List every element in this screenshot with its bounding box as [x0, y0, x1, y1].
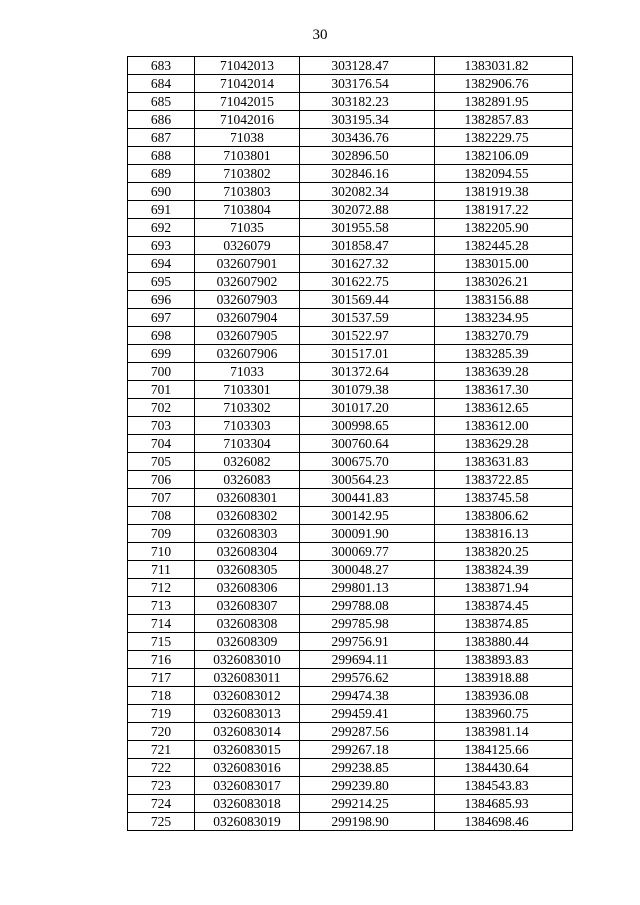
y-coordinate-cell: 1383270.79: [435, 327, 573, 345]
x-coordinate-cell: 302082.34: [300, 183, 435, 201]
y-coordinate-cell: 1383612.00: [435, 417, 573, 435]
point-number-cell: 710: [128, 543, 195, 561]
point-number-cell: 693: [128, 237, 195, 255]
table-row: [128, 183, 573, 201]
y-coordinate-cell: 1383816.13: [435, 525, 573, 543]
point-id-cell: 71033: [195, 363, 300, 381]
table-row: [128, 435, 573, 453]
x-coordinate-cell: 301622.75: [300, 273, 435, 291]
point-number-cell: 694: [128, 255, 195, 273]
point-number-cell: 705: [128, 453, 195, 471]
x-coordinate-cell: 302896.50: [300, 147, 435, 165]
y-coordinate-cell: 1383745.58: [435, 489, 573, 507]
point-number-cell: 719: [128, 705, 195, 723]
table-row: [128, 777, 573, 795]
point-id-cell: 032607904: [195, 309, 300, 327]
point-number-cell: 720: [128, 723, 195, 741]
point-number-cell: 725: [128, 813, 195, 831]
table-row: [128, 633, 573, 651]
x-coordinate-cell: 301569.44: [300, 291, 435, 309]
y-coordinate-cell: 1382229.75: [435, 129, 573, 147]
table-row: [128, 345, 573, 363]
point-id-cell: 032608307: [195, 597, 300, 615]
point-number-cell: 688: [128, 147, 195, 165]
point-id-cell: 0326083017: [195, 777, 300, 795]
y-coordinate-cell: 1382891.95: [435, 93, 573, 111]
x-coordinate-cell: 299287.56: [300, 723, 435, 741]
point-number-cell: 712: [128, 579, 195, 597]
x-coordinate-cell: 300091.90: [300, 525, 435, 543]
x-coordinate-cell: 301858.47: [300, 237, 435, 255]
point-number-cell: 692: [128, 219, 195, 237]
x-coordinate-cell: 301017.20: [300, 399, 435, 417]
x-coordinate-cell: 299267.18: [300, 741, 435, 759]
y-coordinate-cell: 1383617.30: [435, 381, 573, 399]
y-coordinate-cell: 1383820.25: [435, 543, 573, 561]
x-coordinate-cell: 300760.64: [300, 435, 435, 453]
x-coordinate-cell: 300048.27: [300, 561, 435, 579]
point-id-cell: 7103803: [195, 183, 300, 201]
point-number-cell: 702: [128, 399, 195, 417]
point-number-cell: 689: [128, 165, 195, 183]
x-coordinate-cell: 303128.47: [300, 57, 435, 75]
point-id-cell: 0326083018: [195, 795, 300, 813]
y-coordinate-cell: 1382205.90: [435, 219, 573, 237]
point-number-cell: 722: [128, 759, 195, 777]
table-row: [128, 759, 573, 777]
point-number-cell: 704: [128, 435, 195, 453]
point-id-cell: 7103303: [195, 417, 300, 435]
x-coordinate-cell: 301079.38: [300, 381, 435, 399]
table-row: [128, 705, 573, 723]
y-coordinate-cell: 1383639.28: [435, 363, 573, 381]
point-id-cell: 0326079: [195, 237, 300, 255]
x-coordinate-cell: 301372.64: [300, 363, 435, 381]
x-coordinate-cell: 301537.59: [300, 309, 435, 327]
y-coordinate-cell: 1382857.83: [435, 111, 573, 129]
point-id-cell: 032608304: [195, 543, 300, 561]
table-row: [128, 471, 573, 489]
table-row: [128, 507, 573, 525]
y-coordinate-cell: 1383981.14: [435, 723, 573, 741]
point-number-cell: 718: [128, 687, 195, 705]
point-number-cell: 701: [128, 381, 195, 399]
y-coordinate-cell: 1383880.44: [435, 633, 573, 651]
table-row: [128, 111, 573, 129]
point-id-cell: 032608302: [195, 507, 300, 525]
y-coordinate-cell: 1382106.09: [435, 147, 573, 165]
y-coordinate-cell: 1381917.22: [435, 201, 573, 219]
table-row: [128, 597, 573, 615]
x-coordinate-cell: 303176.54: [300, 75, 435, 93]
table-row: [128, 525, 573, 543]
x-coordinate-cell: 302846.16: [300, 165, 435, 183]
point-id-cell: 71035: [195, 219, 300, 237]
x-coordinate-cell: 303195.34: [300, 111, 435, 129]
point-id-cell: 7103801: [195, 147, 300, 165]
x-coordinate-cell: 299788.08: [300, 597, 435, 615]
table-row: [128, 255, 573, 273]
point-number-cell: 698: [128, 327, 195, 345]
table-row: [128, 363, 573, 381]
point-number-cell: 711: [128, 561, 195, 579]
point-id-cell: 0326083013: [195, 705, 300, 723]
x-coordinate-cell: 299474.38: [300, 687, 435, 705]
x-coordinate-cell: 299756.91: [300, 633, 435, 651]
point-number-cell: 696: [128, 291, 195, 309]
table-row: [128, 579, 573, 597]
page-number: 30: [312, 27, 328, 43]
y-coordinate-cell: 1384430.64: [435, 759, 573, 777]
x-coordinate-cell: 301522.97: [300, 327, 435, 345]
x-coordinate-cell: 300675.70: [300, 453, 435, 471]
point-number-cell: 690: [128, 183, 195, 201]
point-number-cell: 715: [128, 633, 195, 651]
y-coordinate-cell: 1383631.83: [435, 453, 573, 471]
point-number-cell: 686: [128, 111, 195, 129]
table-row: [128, 57, 573, 75]
table-row: [128, 543, 573, 561]
table-row: [128, 687, 573, 705]
table-row: [128, 309, 573, 327]
point-id-cell: 032608301: [195, 489, 300, 507]
point-id-cell: 032607906: [195, 345, 300, 363]
y-coordinate-cell: 1383824.39: [435, 561, 573, 579]
y-coordinate-cell: 1384543.83: [435, 777, 573, 795]
x-coordinate-cell: 300998.65: [300, 417, 435, 435]
point-number-cell: 716: [128, 651, 195, 669]
point-id-cell: 032607903: [195, 291, 300, 309]
point-id-cell: 71042013: [195, 57, 300, 75]
y-coordinate-cell: 1384685.93: [435, 795, 573, 813]
table-row: [128, 327, 573, 345]
table-row: [128, 723, 573, 741]
x-coordinate-cell: 299238.85: [300, 759, 435, 777]
table-row: [128, 75, 573, 93]
x-coordinate-cell: 303436.76: [300, 129, 435, 147]
y-coordinate-cell: 1383960.75: [435, 705, 573, 723]
point-id-cell: 032608308: [195, 615, 300, 633]
table-row: [128, 561, 573, 579]
point-id-cell: 0326083015: [195, 741, 300, 759]
point-number-cell: 697: [128, 309, 195, 327]
x-coordinate-cell: 300564.23: [300, 471, 435, 489]
y-coordinate-cell: 1383629.28: [435, 435, 573, 453]
y-coordinate-cell: 1383612.65: [435, 399, 573, 417]
y-coordinate-cell: 1382445.28: [435, 237, 573, 255]
point-number-cell: 685: [128, 93, 195, 111]
point-id-cell: 032608309: [195, 633, 300, 651]
table-row: [128, 489, 573, 507]
point-id-cell: 71042016: [195, 111, 300, 129]
y-coordinate-cell: 1383285.39: [435, 345, 573, 363]
x-coordinate-cell: 299198.90: [300, 813, 435, 831]
point-id-cell: 71038: [195, 129, 300, 147]
table-row: [128, 291, 573, 309]
y-coordinate-cell: 1383874.45: [435, 597, 573, 615]
table-row: [128, 165, 573, 183]
table-row: [128, 813, 573, 831]
point-id-cell: 032608306: [195, 579, 300, 597]
table-row: [128, 147, 573, 165]
point-number-cell: 695: [128, 273, 195, 291]
point-number-cell: 706: [128, 471, 195, 489]
y-coordinate-cell: 1381919.38: [435, 183, 573, 201]
point-id-cell: 71042015: [195, 93, 300, 111]
y-coordinate-cell: 1383874.85: [435, 615, 573, 633]
table-row: [128, 273, 573, 291]
point-id-cell: 7103802: [195, 165, 300, 183]
point-number-cell: 713: [128, 597, 195, 615]
point-number-cell: 684: [128, 75, 195, 93]
point-id-cell: 7103804: [195, 201, 300, 219]
point-id-cell: 0326083014: [195, 723, 300, 741]
y-coordinate-cell: 1383871.94: [435, 579, 573, 597]
y-coordinate-cell: 1382906.76: [435, 75, 573, 93]
point-id-cell: 0326083011: [195, 669, 300, 687]
point-id-cell: 7103302: [195, 399, 300, 417]
table-row: [128, 219, 573, 237]
y-coordinate-cell: 1382094.55: [435, 165, 573, 183]
y-coordinate-cell: 1383026.21: [435, 273, 573, 291]
x-coordinate-cell: 299576.62: [300, 669, 435, 687]
y-coordinate-cell: 1384698.46: [435, 813, 573, 831]
point-id-cell: 0326082: [195, 453, 300, 471]
y-coordinate-cell: 1383936.08: [435, 687, 573, 705]
table-row: [128, 651, 573, 669]
x-coordinate-cell: 300142.95: [300, 507, 435, 525]
table-row: [128, 615, 573, 633]
point-id-cell: 0326083016: [195, 759, 300, 777]
y-coordinate-cell: 1384125.66: [435, 741, 573, 759]
y-coordinate-cell: 1383031.82: [435, 57, 573, 75]
point-number-cell: 691: [128, 201, 195, 219]
y-coordinate-cell: 1383918.88: [435, 669, 573, 687]
table-row: [128, 669, 573, 687]
x-coordinate-cell: 300069.77: [300, 543, 435, 561]
x-coordinate-cell: 301955.58: [300, 219, 435, 237]
table-row: [128, 453, 573, 471]
y-coordinate-cell: 1383806.62: [435, 507, 573, 525]
point-id-cell: 7103304: [195, 435, 300, 453]
x-coordinate-cell: 299239.80: [300, 777, 435, 795]
y-coordinate-cell: 1383015.00: [435, 255, 573, 273]
point-number-cell: 699: [128, 345, 195, 363]
point-number-cell: 687: [128, 129, 195, 147]
table-body: [128, 57, 573, 831]
point-number-cell: 703: [128, 417, 195, 435]
point-id-cell: 032607902: [195, 273, 300, 291]
x-coordinate-cell: 299801.13: [300, 579, 435, 597]
x-coordinate-cell: 299459.41: [300, 705, 435, 723]
point-id-cell: 032607901: [195, 255, 300, 273]
table-row: [128, 93, 573, 111]
point-id-cell: 7103301: [195, 381, 300, 399]
y-coordinate-cell: 1383893.83: [435, 651, 573, 669]
point-number-cell: 724: [128, 795, 195, 813]
point-id-cell: 71042014: [195, 75, 300, 93]
x-coordinate-cell: 299785.98: [300, 615, 435, 633]
point-id-cell: 0326083: [195, 471, 300, 489]
y-coordinate-cell: 1383234.95: [435, 309, 573, 327]
point-number-cell: 708: [128, 507, 195, 525]
x-coordinate-cell: 300441.83: [300, 489, 435, 507]
x-coordinate-cell: 299214.25: [300, 795, 435, 813]
point-id-cell: 032607905: [195, 327, 300, 345]
table-row: [128, 381, 573, 399]
x-coordinate-cell: 299694.11: [300, 651, 435, 669]
table-row: [128, 201, 573, 219]
point-number-cell: 700: [128, 363, 195, 381]
point-id-cell: 0326083019: [195, 813, 300, 831]
table-row: [128, 795, 573, 813]
y-coordinate-cell: 1383156.88: [435, 291, 573, 309]
table-row: [128, 129, 573, 147]
point-number-cell: 723: [128, 777, 195, 795]
coordinates-table: [127, 56, 573, 831]
point-number-cell: 717: [128, 669, 195, 687]
point-number-cell: 721: [128, 741, 195, 759]
x-coordinate-cell: 303182.23: [300, 93, 435, 111]
point-number-cell: 709: [128, 525, 195, 543]
table-row: [128, 417, 573, 435]
point-number-cell: 707: [128, 489, 195, 507]
point-number-cell: 683: [128, 57, 195, 75]
table-row: [128, 237, 573, 255]
x-coordinate-cell: 301627.32: [300, 255, 435, 273]
table-row: [128, 399, 573, 417]
y-coordinate-cell: 1383722.85: [435, 471, 573, 489]
x-coordinate-cell: 302072.88: [300, 201, 435, 219]
x-coordinate-cell: 301517.01: [300, 345, 435, 363]
table-row: [128, 741, 573, 759]
point-id-cell: 0326083010: [195, 651, 300, 669]
point-id-cell: 032608305: [195, 561, 300, 579]
point-id-cell: 032608303: [195, 525, 300, 543]
point-number-cell: 714: [128, 615, 195, 633]
point-id-cell: 0326083012: [195, 687, 300, 705]
